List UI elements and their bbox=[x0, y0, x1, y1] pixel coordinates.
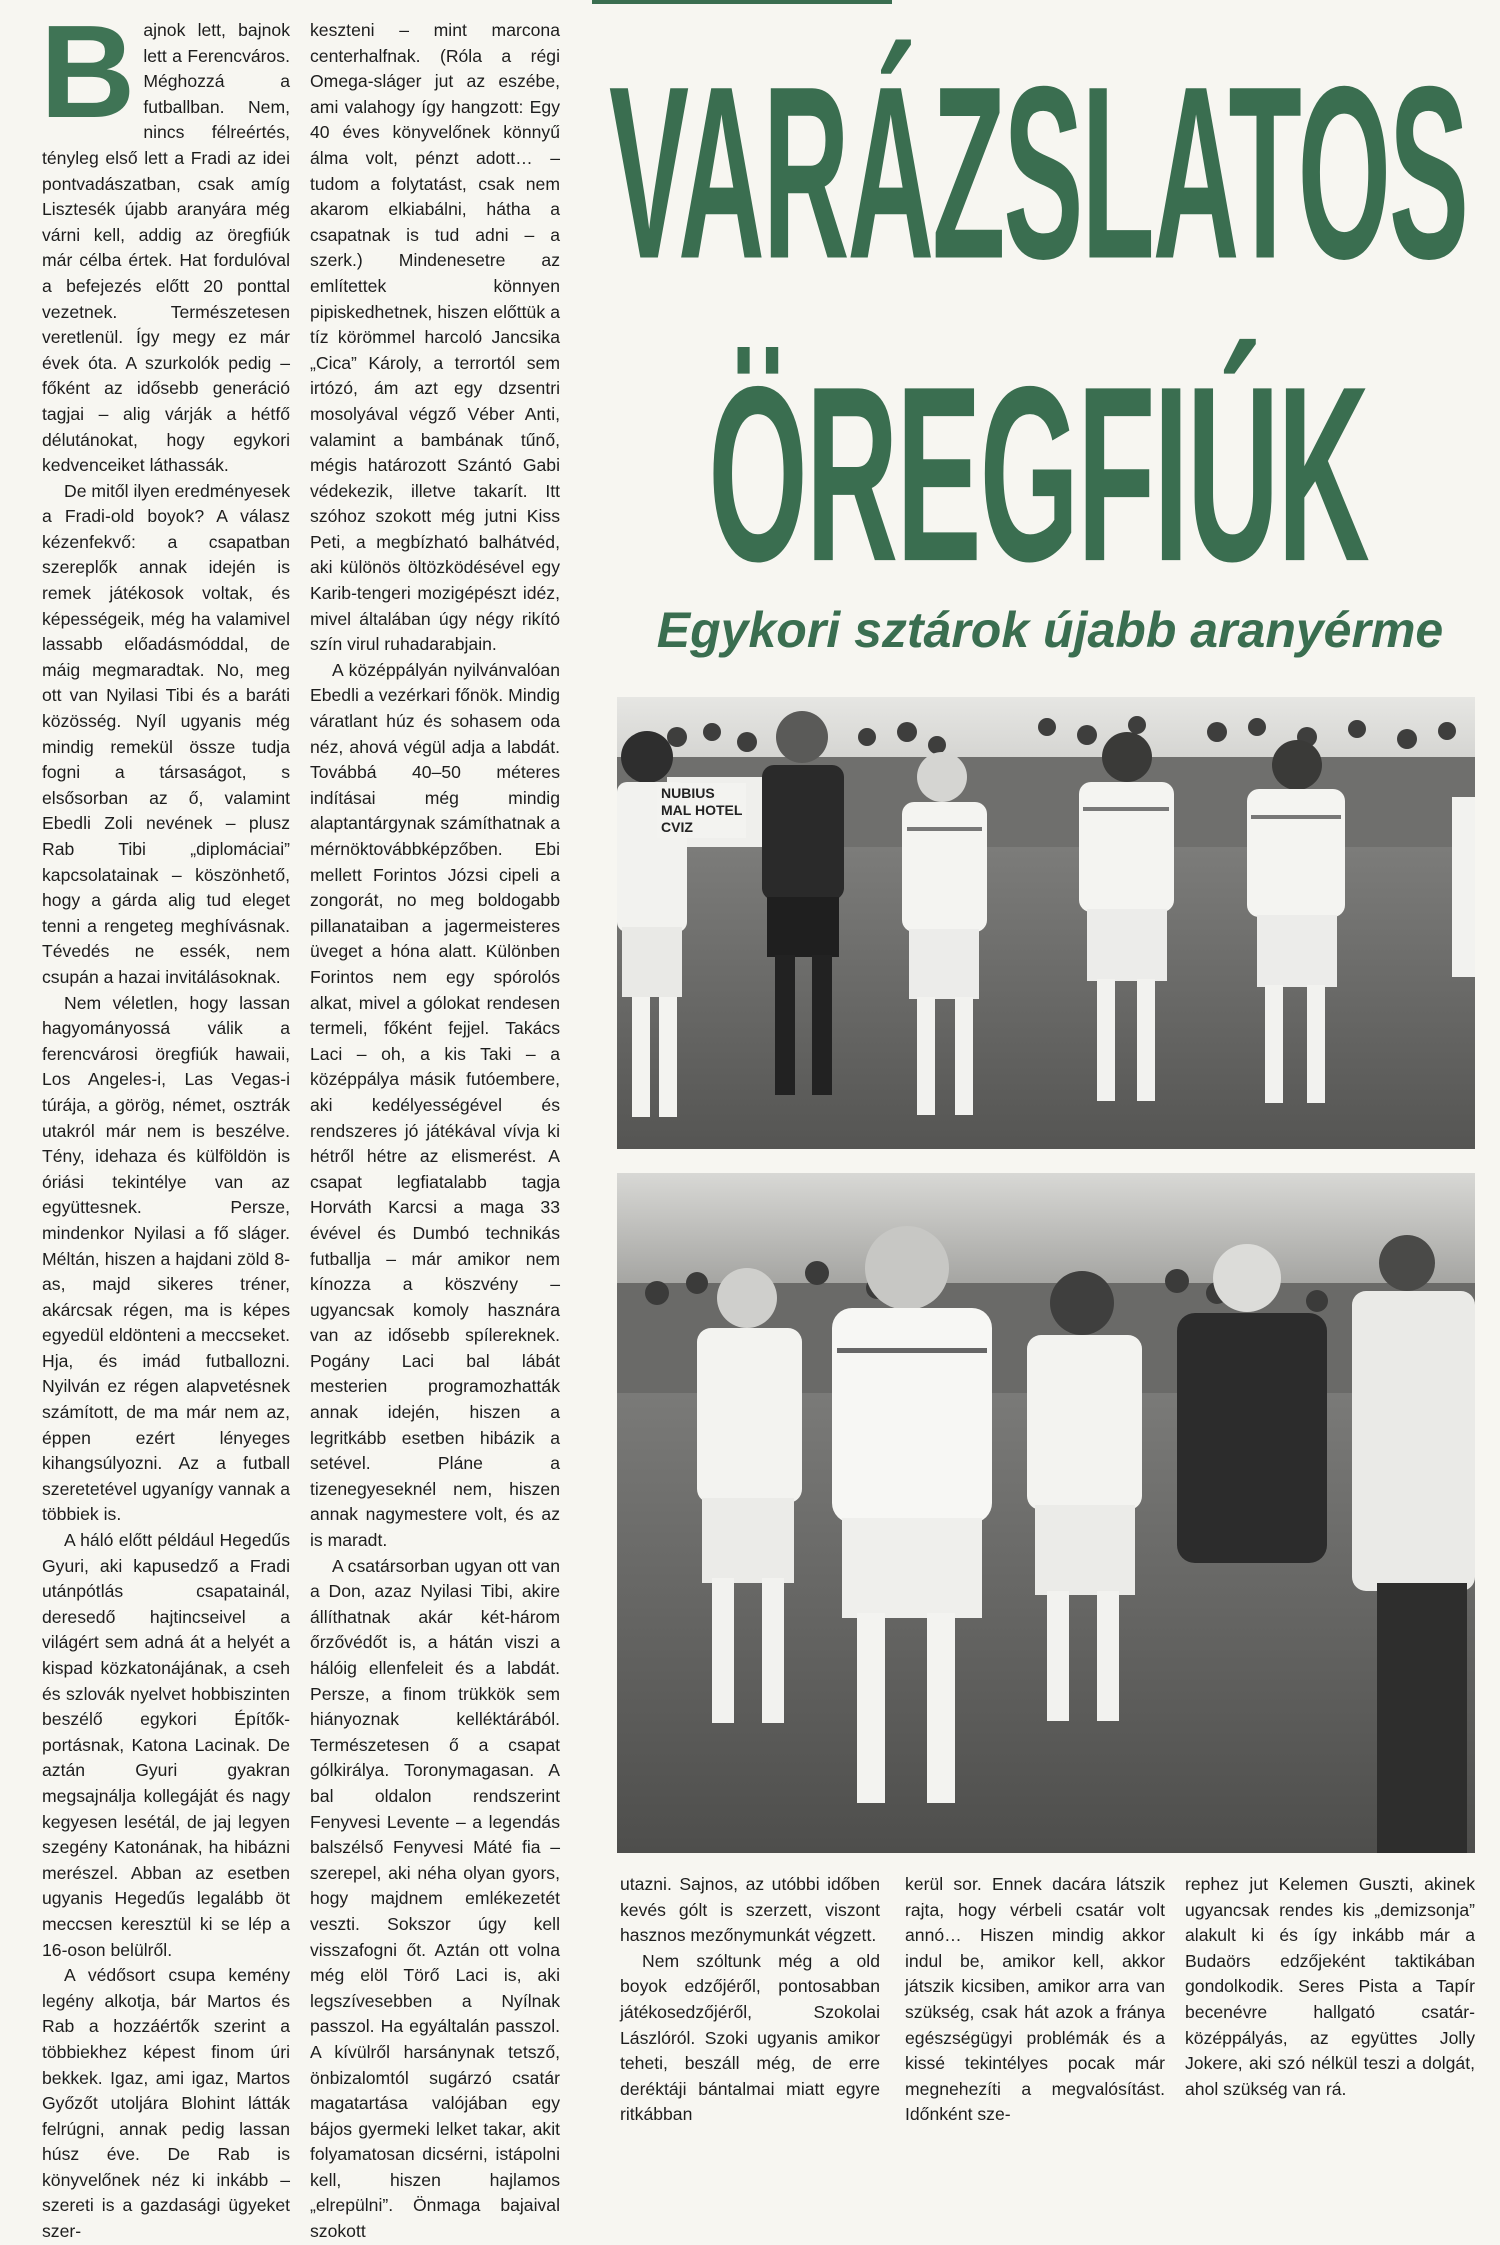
paragraph: Nem szóltunk még a old boyok edzőjéről, pontosabban játékosedzőjéről, Szokolai Lászlóról. Szoki ugyanis amikor teheti, beszáll még, de erre deréktáji bántalmai miatt egyre ritkábban bbox=[620, 1950, 880, 2125]
paragraph: utazni. Sajnos, az utóbbi időben kevés gólt is szerzett, viszont hasznos mezőnymunkát végzett. bbox=[620, 1874, 880, 1946]
paragraph: A háló előtt például Hegedűs Gyuri, aki kapusedző a Fradi utánpótlás csapatainál, deresedő hajtincseivel a világért sem adná át a helyét a kispad közkatonájának, a cseh és szlovák nyelvet hobbiszinten beszélő egykori Építők-portásnak, Katona Lacinak. De aztán Gyuri gyakran megsajnálja kollegáját és nagy kegyesen lesétál, de jaj legyen szegény Katonának, ha hibázni merészel. Abban az esetben ugyanis Hegedűs legalább öt meccsen keresztül ki se lép a 16-oson belülről. bbox=[42, 1530, 290, 1960]
subtitle: Egykori sztárok újabb aranyérme bbox=[656, 602, 1444, 658]
headline-line-1: VARÁZSLATOS bbox=[608, 36, 1468, 311]
article-column-2 bbox=[310, 18, 560, 2242]
team-photo-lineup bbox=[617, 697, 1475, 1149]
paragraph: A középpályán nyilvánvalóan Ebedli a vezérkari főnök. Mindig váratlant húz és sohasem oda néz, ahová végül adja a labdát. Továbbá 40–50 méteres indításai még mindig alaptantárgynak számíthatnak a mérnöktovábbképzőben. Ebi mellett Forintos Józsi cipeli a zongorát, no meg boldogabb pillanataiban a jagermeisteres üveget a hóna alatt. Különben Forintos nem egy spórolós alkat, mivel a gólokat rendesen termeli, főként fejjel. Takács Laci – oh, a kis Taki – a középpálya másik futóembere, aki kedélyességével és rendszeres jó játékával vívja ki hétről hétre az elismerést. A csapat legfiatalabb tagja Horváth Karcsi a maga 33 évével és Dumbó technikás futballja – már amikor nem kínozza a köszvény – ugyancsak komoly hasznára van az idősebb spílereknek. Pogány Laci bal lábát mesterien programozhatták annak idején, hiszen a legritkább esetben hibázik a setével. Pláne a tizenegyeseknél nem, hiszen annak nagymestere volt, és az is maradt. bbox=[310, 659, 560, 1551]
paragraph: Nem véletlen, hogy lassan hagyományossá válik a ferencvárosi öregfiúk hawaii, Los Angeles-i, Las Vegas-i túrája, a görög, német, osztrák utakról már nem is beszélve. Tény, idehaza és külföldön is óriási tekintélye van az együttesnek. Persze, mindenkor Nyilasi a fő sláger. Méltán, hiszen a hajdani zöld 8-as, majd sikeres tréner, akárcsak régen, ma is képes egyedül eldönteni a meccseket. Hja, és imád futballozni. Nyilván ez régen alapvetésnek számított, de ma már nem az, éppen ezért lényeges kihangsúlyozni. Az a futball szeretetével ugyanígy vannak a többiek is. bbox=[42, 992, 290, 1525]
paragraph: kerül sor. Ennek dacára látszik rajta, hogy vérbeli csatár volt annó… Hiszen mindig akkor indul be, amikor kell, akkor játszik kicsiben, amikor arra van szükség, csak hát azok a fránya egészségügyi problémák és a kissé tekintélyes pocak már megnehezíti a megvalósítást. Időnként sze- bbox=[905, 1874, 1165, 2125]
article-column-4 bbox=[905, 1872, 1165, 2125]
top-rule bbox=[592, 0, 892, 4]
article-column-5 bbox=[1185, 1872, 1475, 2099]
headline-line-2: ÖREGFIÚK bbox=[708, 335, 1368, 615]
article-column-3 bbox=[620, 1872, 880, 2125]
photo-walking-drawing bbox=[617, 1173, 1475, 1853]
paragraph: rephez jut Kelemen Guszti, akinek ugyancsak rendes kis „demizsonja” alakult ki és így inkább már a Budaörs edzőjeként taktikában gondolkodik. Seres Pista a Tapír becenévre hallgató csatár-középpályás, az együttes Jolly Jokere, aki szó nélkül teszi a dolgát, ahol szükség van rá. bbox=[1185, 1874, 1475, 2099]
paragraph: keszteni – mint marcona centerhalfnak. (Róla a régi Omega-sláger jut az eszébe, ami valahogy így hangzott: Egy 40 éves könyvelőnek könnyű álma volt, pénzt adott… – tudom a folytatást, csak nem akarom elkiabálni, hátha a csapatnak is tud adni – a szerk.) Mindenesetre az említettek könnyen pipiskedhetnek, hiszen előttük a tíz körömmel harcoló Jancsika „Cica” Károly, a terrortól sem irtózó, ám azt egy dzsentri mosolyával végző Véber Anti, valamint a bambának tűnő, mégis határozott Szántó Gabi védekezik, illetve takarít. Itt szóhoz szokott még jutni Kiss Peti, a megbízható balhátvéd, aki különös öltözködésével egy Karib-tengeri mozigépészt idéz, mivel általában úgy négy rikító szín virul ruhadarabjain. bbox=[310, 20, 560, 655]
stadium-sign: NUBIUS MAL HOTEL CVIZ bbox=[657, 783, 746, 838]
photo-lineup-drawing bbox=[617, 697, 1475, 1149]
paragraph: De mitől ilyen eredményesek a Fradi-old boyok? A válasz kézenfekvő: a csapatban szereplők annak idején is remek játékosok voltak, és képességeik, még ha valamivel lassabb előadásmóddal, de máig megmaradtak. No, meg ott van Nyilasi Tibi és a baráti közösség. Nyíl ugyanis még mindig remekül össze tudja fogni a társaságot, s elsősorban az ő, valamint Ebedli Zoli nevének – plusz Rab Tibi „diplomáciai” kapcsolatainak – köszönhető, hogy a gárda alig tud eleget tenni a rengeteg meghívásnak. Tévedés ne essék, nem csupán a hazai invitálásoknak. bbox=[42, 480, 290, 987]
paragraph: A csatársorban ugyan ott van a Don, azaz Nyilasi Tibi, akire állíthatnak akár két-három őrzővédőt is, a hátán viszi a hálóig ellenfeleit és a labdát. Persze, a finom trükkök sem hiányoznak kelléktárából. Természetesen ő a csapat gólkirálya. Toronymagasan. A bal oldalon rendszerint Fenyvesi Levente – a legendás balszélső Fenyvesi Máté fia – szerepel, aki néha olyan gyors, hogy majdnem emlékezetét veszti. Sokszor úgy kell visszafogni őt. Aztán ott volna még elöl Törő Laci is, aki legszívesebben a Nyílnak passzol. Ha egyáltalán passzol. A kívülről harsánynak tetsző, önbizalomtól sugárzó csatár magatartása valójában egy bájos gyermeki lelket takar, akit folyamatosan dicsérni, istápolni kell, hiszen hajlamos „elrepülni”. Önmaga bajaival szokott bbox=[310, 1555, 560, 2242]
team-photo-walking bbox=[617, 1173, 1475, 1853]
paragraph: ajnok lett, bajnok lett a Ferencváros. Méghozzá a futballban. Nem, nincs félreértés, tényleg első lett a Fradi az idei pontvadászatban, csak amíg Lisztesék újabb aranyára még várni kell, addig az öregfiúk már célba értek. Hat fordulóval a befejezés előtt 20 ponttal vezetnek. Természetesen veretlenül. Így megy ez már évek óta. A szurkolók pedig – főként az idősebb generáció tagjai – alig várják a hétfő délutánokat, hogy egykori kedvenceiket láthassák. bbox=[42, 20, 290, 476]
article-column-1 bbox=[40, 0, 290, 2242]
dropcap-letter: B bbox=[40, 0, 136, 145]
paragraph: A védősort csupa kemény legény alkotja, bár Martos és Rab a hozzáértők szerint a többiekhez képest finom úri bekkek. Igaz, ami igaz, Martos Győzőt utoljára Blohint látták felrúgni, annak pedig lassan húsz éve. De Rab is könyvelőnek néz ki inkább – szereti is a gazdasági ügyeket szer- bbox=[42, 1965, 290, 2242]
